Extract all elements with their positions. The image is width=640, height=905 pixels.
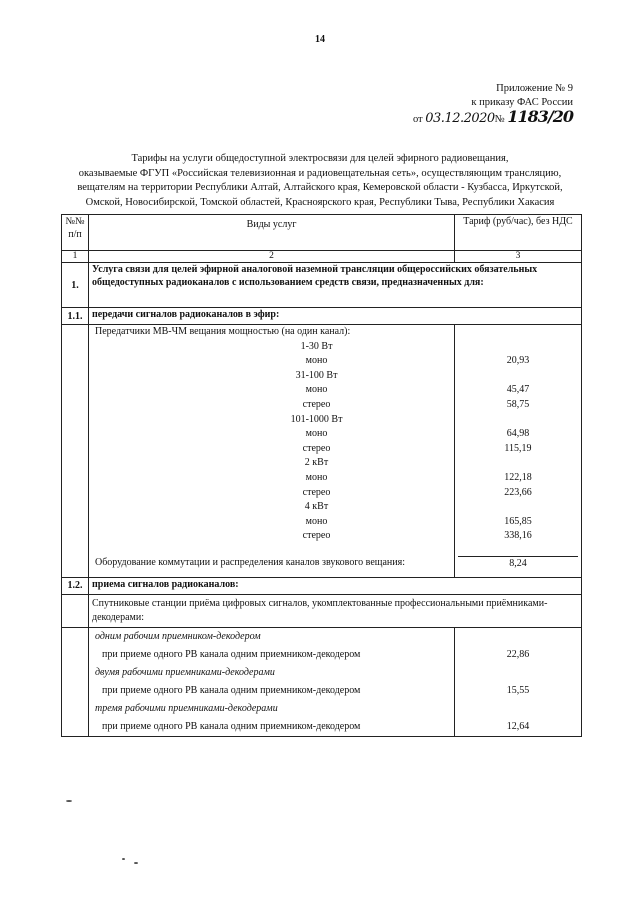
section-number: 1.2. [62, 577, 89, 594]
header-tariff: Тариф (руб/час), без НДС [455, 215, 582, 251]
title-line: Омской, Новосибирской, Томской областей, Красноярского края, Республики Тыва, Республики Хакасия [85, 196, 555, 208]
scan-mark [66, 800, 72, 802]
header-services: Виды услуг [89, 215, 455, 251]
transmitters-title: Передатчики МВ-ЧМ вещания мощностью (на один канал): [95, 326, 351, 337]
number-sign: № [494, 114, 505, 125]
section-title: приема сигналов радиоканалов: [89, 577, 582, 594]
tariff-value: 165,85 [504, 515, 532, 527]
tariff-value: 223,66 [504, 486, 532, 498]
tariff-value: 115,19 [504, 442, 532, 454]
satellite-stations-title: Спутниковые станции приёма цифровых сигналов, укомплектованные профессиональными приёмниками-декодерами: [89, 594, 582, 627]
column-index: 2 [89, 251, 455, 263]
appendix-label: Приложение № 9 [496, 83, 573, 94]
switching-equipment-value: 8,24 [458, 556, 578, 571]
broadcast-mode-label: стерео [302, 530, 331, 542]
power-range-label: 31-100 Вт [295, 369, 338, 381]
tariff-value: 15,55 [506, 684, 530, 696]
power-range-label: 4 кВт [304, 501, 329, 513]
section-row-1 [62, 263, 582, 308]
empty-number-cell [62, 594, 89, 627]
document-title [60, 152, 580, 210]
tariff-value [458, 500, 578, 515]
receiver-item-label: при приеме одного РВ канала одним приемником-декодером [102, 684, 361, 696]
receiver-item-label: при приеме одного РВ канала одним приемником-декодером [102, 648, 361, 660]
tariff-value [458, 413, 578, 428]
section-row-1-1 [62, 308, 582, 325]
tariff-value [458, 456, 578, 471]
receiver-item-label: при приеме одного РВ канала одним приемником-декодером [102, 720, 361, 732]
section-title: передачи сигналов радиоканалов в эфир: [89, 308, 582, 325]
tariff-value: 20,93 [506, 355, 530, 367]
broadcast-mode-label: стерео [302, 486, 331, 498]
tariff-value: 12,64 [506, 720, 530, 732]
broadcast-mode-label: моно [305, 384, 328, 396]
column-index: 1 [62, 251, 89, 263]
transmitters-labels [89, 325, 455, 578]
section-number: 1. [62, 263, 89, 308]
table-header-row [62, 215, 582, 251]
appendix-block [413, 82, 573, 127]
power-range-label: 2 кВт [304, 457, 329, 469]
section-row-1-2 [62, 577, 582, 594]
scan-mark [134, 862, 138, 864]
title-line: Тарифы на услуги общедоступной электросвязи для целей эфирного радиовещания, [131, 153, 509, 164]
order-reference: к приказу ФАС России [471, 97, 573, 108]
section-number: 1.1. [62, 308, 89, 325]
receiver-group-label: двумя рабочими приемниками-декодерами [95, 666, 275, 678]
tariff-value [458, 340, 578, 355]
switching-equipment-label: Оборудование коммутации и распределения каналов звукового вещания: [95, 556, 405, 568]
broadcast-mode-label: стерео [302, 442, 331, 454]
page-number: 14 [315, 34, 325, 45]
scan-mark [122, 858, 125, 860]
tariff-value: 45,47 [506, 384, 530, 396]
receivers-row [62, 627, 582, 736]
power-range-label: 1-30 Вт [300, 340, 333, 352]
tariff-table [61, 214, 582, 737]
tariff-value [458, 369, 578, 384]
tariff-value: 58,75 [506, 398, 530, 410]
broadcast-mode-label: стерео [302, 398, 331, 410]
tariff-value: 338,16 [504, 530, 532, 542]
satellite-row [62, 594, 582, 627]
tariff-value: 122,18 [504, 471, 532, 483]
empty-number-cell [62, 627, 89, 736]
from-prefix: от [412, 114, 423, 125]
tariff-value: 22,86 [506, 648, 530, 660]
broadcast-mode-label: моно [305, 515, 328, 527]
column-index-row [62, 251, 582, 263]
broadcast-mode-label: моно [305, 471, 328, 483]
order-date: 03.12.2020 [425, 111, 495, 126]
power-range-label: 101-1000 Вт [290, 413, 343, 425]
empty-number-cell [62, 325, 89, 578]
title-line: оказываемые ФГУП «Российская телевизионная и радиовещательная сеть», осуществляющим трансляцию, [78, 167, 562, 179]
tariff-value: 64,98 [506, 428, 530, 440]
section-title: Услуга связи для целей эфирной аналоговой наземной трансляции общероссийских обязательных общедоступных радиоканалов с использованием средств связи, предназначенных для: [89, 263, 582, 308]
broadcast-mode-label: моно [305, 355, 328, 367]
transmitters-row [62, 325, 582, 578]
column-index: 3 [455, 251, 582, 263]
broadcast-mode-label: моно [305, 428, 328, 440]
title-line: вещателям на территории Республики Алтай, Алтайского края, Кемеровской области - Кузбасса, Иркутской, [77, 182, 563, 193]
receiver-group-label: одним рабочим приемником-декодером [95, 630, 261, 642]
order-number: 1183/20 [507, 107, 573, 126]
receivers-values [455, 627, 582, 736]
header-number: №№ п/п [62, 215, 89, 251]
transmitters-values [455, 325, 582, 578]
order-date-number [412, 107, 573, 127]
receiver-group-label: тремя рабочими приемниками-декодерами [95, 702, 278, 714]
receivers-labels [89, 627, 455, 736]
